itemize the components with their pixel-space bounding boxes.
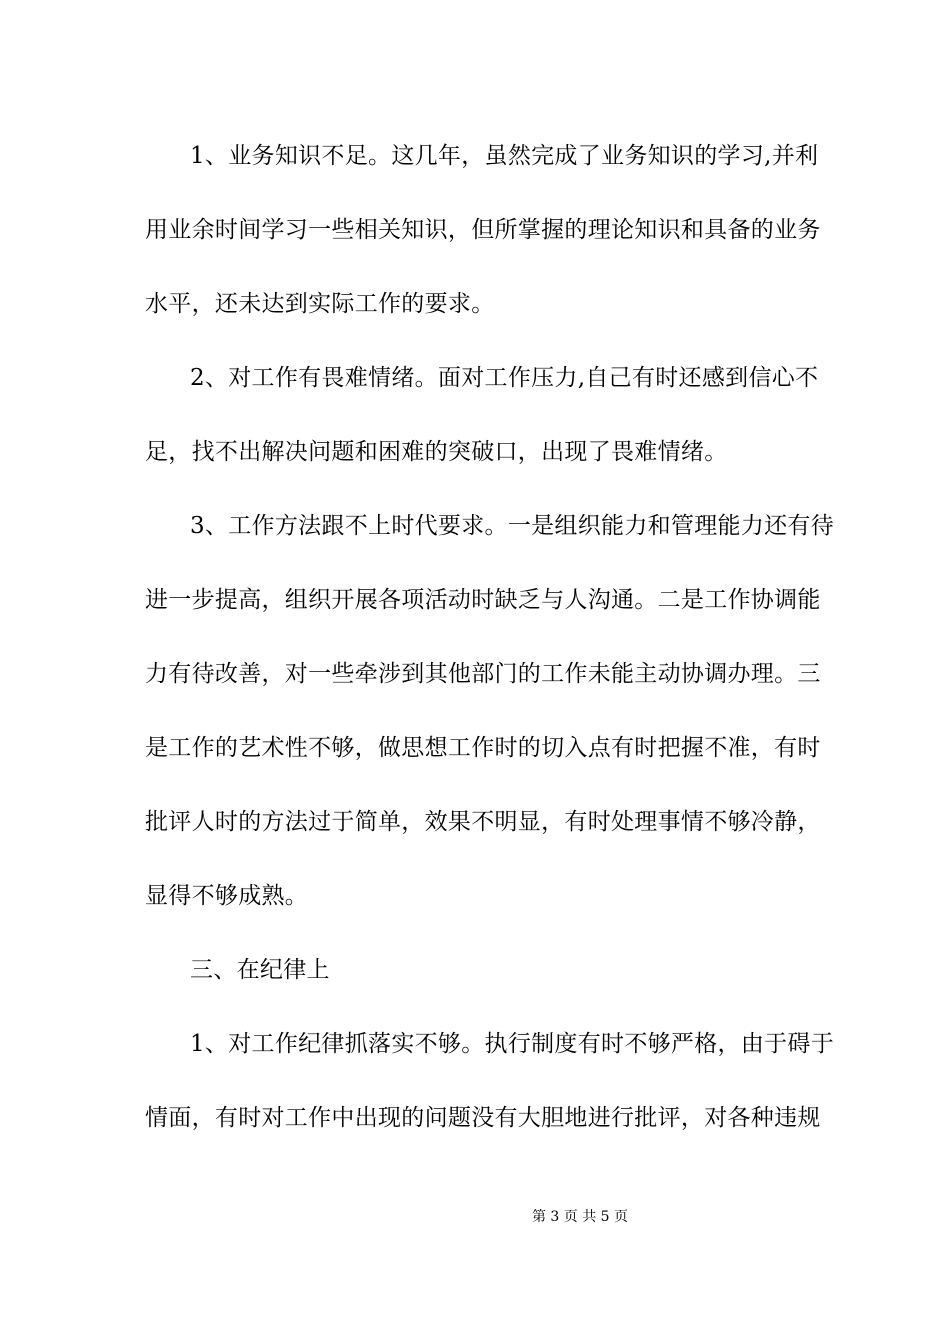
paragraph-line: 用业余时间学习一些相关知识，但所掌握的理论知识和具备的业务 [145,217,821,243]
paragraph-line: 情面，有时对工作中出现的问题没有大胆地进行批评，对各种违规 [145,1105,821,1131]
paragraph-line: 力有待改善，对一些牵涉到其他部门的工作未能主动协调办理。三 [145,661,821,687]
paragraph-line: 1、对工作纪律抓落实不够。执行制度有时不够严格，由于碍于 [190,1031,835,1057]
paragraph-line: 足，找不出解决问题和困难的突破口，出现了畏难情绪。 [145,439,728,465]
paragraph-line: 水平，还未达到实际工作的要求。 [145,291,495,317]
section-heading: 三、在纪律上 [190,957,330,983]
paragraph-line: 进一步提高，组织开展各项活动时缺乏与人沟通。二是工作协调能 [145,587,821,613]
paragraph-line: 3、工作方法跟不上时代要求。一是组织能力和管理能力还有待 [190,513,835,539]
paragraph-line: 是工作的艺术性不够，做思想工作时的切入点有时把握不准，有时 [145,735,821,761]
paragraph-line: 批评人时的方法过于简单，效果不明显，有时处理事情不够冷静， [145,809,821,835]
paragraph-line: 2、对工作有畏难情绪。面对工作压力,自己有时还感到信心不 [190,365,819,391]
paragraph-line: 显得不够成熟。 [145,883,309,909]
page-number-footer: 第 3 页 共 5 页 [531,1209,629,1225]
paragraph-line: 1、业务知识不足。这几年，虽然完成了业务知识的学习,并利 [190,143,819,169]
